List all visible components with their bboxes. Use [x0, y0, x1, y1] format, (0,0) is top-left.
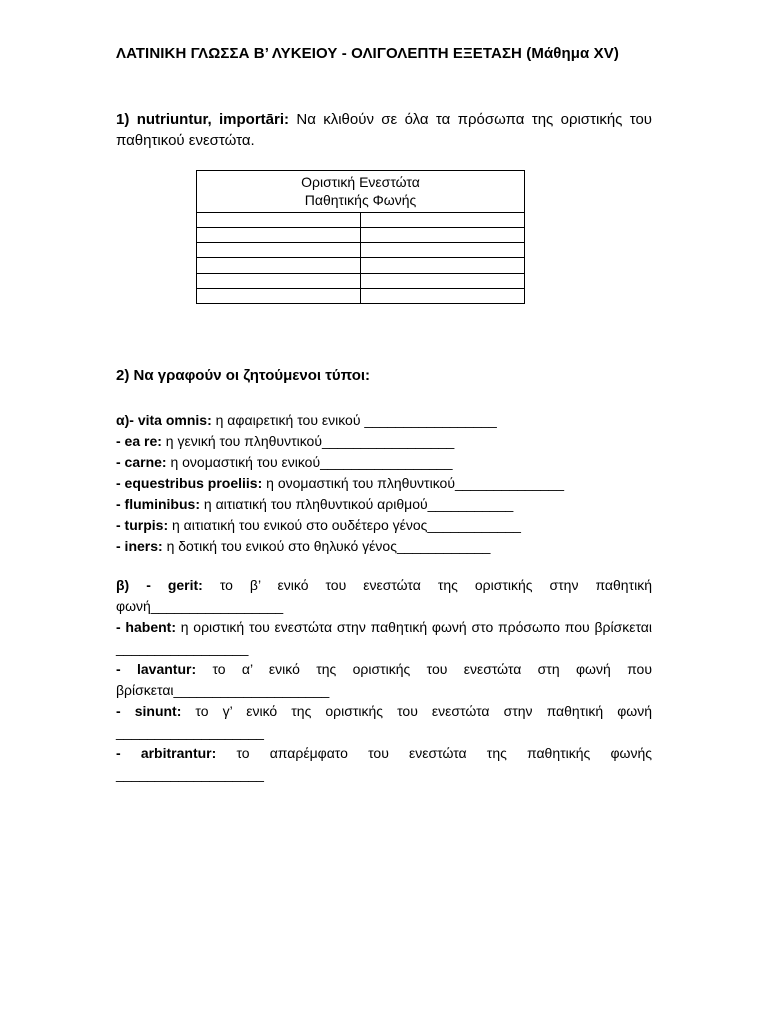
list-item	[116, 701, 652, 743]
item-text: το β’ ενικό του ενεστώτα της οριστικής στην παθητική φωνή_________________	[116, 577, 652, 614]
answer-cell[interactable]	[361, 258, 525, 273]
item-text: η αφαιρετική του ενικού _________________	[211, 412, 497, 428]
question-1-number: 1)	[116, 111, 130, 128]
list-item	[116, 617, 652, 659]
item-word: - gerit:	[129, 577, 203, 593]
answer-cell[interactable]	[197, 288, 361, 303]
answer-cell[interactable]	[361, 212, 525, 227]
item-text: το γ’ ενικό της οριστικής του ενεστώτα στην παθητική φωνή ___________________	[116, 703, 652, 740]
list-item	[116, 515, 652, 536]
item-text: το απαρέμφατο του ενεστώτα της παθητικής φωνής ___________________	[116, 745, 653, 782]
part-b	[116, 575, 652, 785]
item-text: το α’ ενικό της οριστικής του ενεστώτα στη φωνή που βρίσκεται____________________	[116, 661, 652, 698]
table-header-line-2: Παθητικής Φωνής	[304, 192, 417, 209]
item-word: - turpis:	[116, 517, 169, 533]
item-word: - habent:	[116, 619, 176, 635]
answer-cell[interactable]	[197, 212, 361, 227]
answer-cell[interactable]	[197, 273, 361, 288]
item-word: - iners:	[116, 538, 163, 554]
list-item	[116, 473, 652, 494]
table-header	[197, 171, 525, 213]
item-text: η αιτιατική του ενικού στο ουδέτερο γένος____________	[168, 517, 521, 533]
item-text: η δοτική του ενικού στο θηλυκό γένος____________	[162, 538, 491, 554]
item-word: - equestribus proeliis:	[116, 475, 263, 491]
answer-cell[interactable]	[361, 288, 525, 303]
item-word: - fluminibus:	[116, 496, 200, 512]
answer-cell[interactable]	[197, 258, 361, 273]
part-b-letter: β)	[116, 577, 130, 593]
page-title: ΛΑΤΙΝΙΚΗ ΓΛΩΣΣΑ Β’ ΛΥΚΕΙΟΥ - ΟΛΙΓΟΛΕΠΤΗ ΕΞΕΤΑΣΗ (Μάθημα XV)	[116, 45, 619, 62]
list-item	[116, 431, 652, 452]
question-2-text: Να γραφούν οι ζητούμενοι τύποι:	[133, 367, 371, 384]
answer-cell[interactable]	[361, 243, 525, 258]
part-a-letter: α	[116, 412, 125, 428]
table-row	[197, 288, 525, 303]
list-item	[116, 575, 652, 617]
list-item	[116, 410, 652, 431]
item-word: - lavantur:	[116, 661, 197, 677]
list-item	[116, 494, 652, 515]
table-row	[197, 212, 525, 227]
answer-cell[interactable]	[361, 227, 525, 242]
list-item	[116, 659, 652, 701]
table-row	[197, 258, 525, 273]
item-word: - arbitrantur:	[116, 745, 217, 761]
item-word: - ea re:	[116, 433, 162, 449]
item-word: )- vita omnis:	[124, 412, 212, 428]
item-text: η ονομαστική του πληθυντικού______________	[262, 475, 564, 491]
list-item	[116, 452, 652, 473]
item-word: - carne:	[116, 454, 167, 470]
item-text: η γενική του πληθυντικού_________________	[161, 433, 455, 449]
list-item	[116, 743, 652, 785]
item-text: η οριστική του ενεστώτα στην παθητική φωνή στο πρόσωπο που βρίσκεται _________________	[116, 619, 652, 656]
item-text: η ονομαστική του ενικού_________________	[166, 454, 453, 470]
table-row	[197, 243, 525, 258]
answer-cell[interactable]	[197, 243, 361, 258]
item-text: η αιτιατική του πληθυντικού αριθμού___________	[200, 496, 514, 512]
table-header-line-1: Οριστική Ενεστώτα	[301, 174, 420, 191]
table-row	[197, 227, 525, 242]
answer-cell[interactable]	[197, 227, 361, 242]
part-a	[116, 410, 652, 557]
table-row	[197, 273, 525, 288]
answer-cell[interactable]	[361, 273, 525, 288]
question-2-number: 2)	[116, 367, 130, 384]
question-1	[116, 109, 652, 151]
conjugation-table	[196, 170, 525, 304]
question-1-words: nutriuntur, importāri:	[136, 111, 290, 128]
list-item	[116, 536, 652, 557]
question-1-text: Να κλιθούν σε όλα τα πρόσωπα της οριστικής του παθητικού ενεστώτα.	[116, 111, 652, 149]
item-word: - sinunt:	[116, 703, 182, 719]
question-2	[116, 367, 370, 384]
